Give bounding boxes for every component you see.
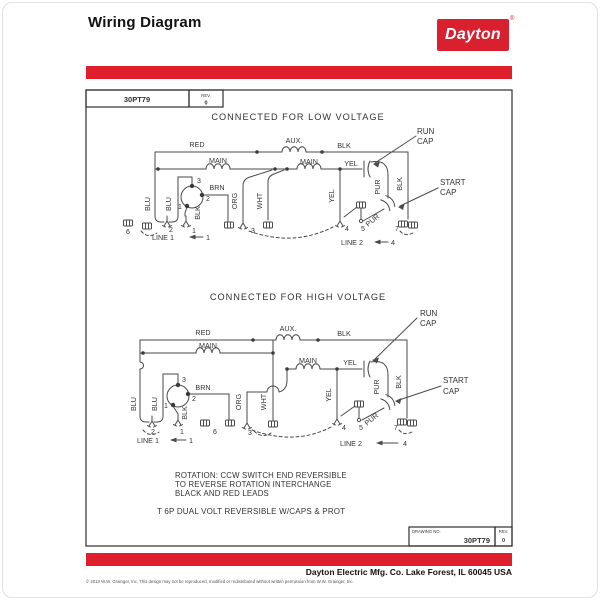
- terminal-1-label: 1: [180, 429, 184, 436]
- wire-label-yel: YEL: [344, 159, 358, 168]
- protector-plug-icon: [357, 202, 366, 208]
- rotation-note: [175, 471, 347, 498]
- wire-label-red: RED: [189, 140, 205, 149]
- terminal-2-label: 2: [151, 429, 155, 436]
- wire-label-main: MAIN: [209, 156, 227, 165]
- wire-label-pur: PUR: [373, 179, 382, 195]
- bottom-red-bar: [86, 553, 512, 566]
- wire-label-aux: AUX.: [285, 136, 303, 145]
- terminal-7-plug-icon: [399, 221, 408, 227]
- wire-label-pur: PUR: [362, 410, 381, 428]
- wire-label-main: MAIN: [299, 356, 317, 365]
- wire-label-blk: BLK: [337, 329, 351, 338]
- svg-text:1: 1: [206, 233, 210, 242]
- rev-value: 0: [204, 100, 208, 107]
- protector-plug-icon: [355, 401, 364, 407]
- wire-label-wht: WHT: [259, 393, 268, 411]
- terminal-4-lead-icon: [332, 414, 341, 425]
- centrifugal-switch-icon: [181, 184, 204, 208]
- wire-label-blk: BLK: [193, 206, 202, 220]
- terminal-6-plug-icon: [201, 420, 210, 426]
- svg-text:LINE 2: LINE 2: [340, 439, 362, 448]
- run-cap-callout: RUN: [417, 127, 435, 136]
- wire-label-aux: AUX.: [279, 324, 297, 333]
- wire-label-wht: WHT: [255, 192, 264, 210]
- svg-text:LINE 1: LINE 1: [137, 436, 159, 445]
- spare-plug-icon: [409, 222, 418, 228]
- terminal-2-label: 2: [169, 227, 173, 234]
- wire-label-brn: BRN: [195, 383, 211, 392]
- wire-label-main: MAIN: [199, 341, 217, 350]
- terminal-5-pin-icon: [359, 219, 362, 222]
- part-number: 30PT79: [123, 95, 151, 104]
- wire-label-red: RED: [195, 328, 211, 337]
- start-capacitor-symbol: [381, 393, 397, 409]
- switch-point-2: 2: [192, 396, 196, 403]
- start-capacitor-symbol: [381, 194, 397, 210]
- drawing-no-value: 30PT79: [463, 536, 490, 545]
- run-cap-callout: RUN: [420, 309, 438, 318]
- wire-label-blu: BLU: [129, 397, 138, 411]
- terminal-3-lead-icon: [242, 418, 251, 429]
- terminal-3-lead-icon: [238, 218, 247, 229]
- dashed-jumper: [399, 430, 412, 434]
- svg-text:4: 4: [391, 238, 395, 247]
- line1-tag: [137, 436, 193, 445]
- wire-label-blk: BLK: [337, 141, 351, 150]
- aux-winding-coil: [282, 147, 306, 152]
- terminal-3-label: 3: [248, 430, 252, 437]
- terminal-7-plug-icon: [398, 419, 407, 425]
- title-block: [86, 90, 223, 107]
- terminal-3-label: 3: [251, 228, 255, 235]
- run-capacitor-symbol: [364, 361, 370, 377]
- switch-point-2: 2: [206, 196, 210, 203]
- low-voltage-diagram: [124, 112, 466, 247]
- svg-text:BLACK AND RED LEADS: BLACK AND RED LEADS: [175, 489, 269, 498]
- terminal-4-lead-icon: [335, 216, 344, 227]
- terminal-7-label: 7: [395, 226, 399, 233]
- registered-trademark-icon: ®: [510, 16, 515, 22]
- dashed-jumper: [249, 227, 333, 238]
- copyright-line: © 2013 W.W. Grainger, Inc. This design may not be reproduced, modified or redistributed without written permission from W.W. Grainger, Inc.: [86, 579, 354, 584]
- terminal-1-lead-icon: [181, 216, 190, 227]
- terminal-5-label: 5: [361, 226, 365, 233]
- wire-label-brn: BRN: [209, 183, 225, 192]
- wire-label-org: ORG: [234, 393, 243, 411]
- rev-value: 0: [501, 538, 506, 544]
- start-cap-callout: CAP: [443, 387, 460, 396]
- terminal-5-label: 5: [359, 425, 363, 432]
- wire-label-yel: YEL: [324, 388, 333, 402]
- terminal-5-pin-icon: [357, 418, 360, 421]
- low-voltage-title: CONNECTED FOR LOW VOLTAGE: [211, 112, 385, 122]
- terminal-4-label: 4: [342, 425, 346, 432]
- switch-point-3: 3: [182, 377, 186, 384]
- wire-label-blk: BLK: [394, 375, 403, 389]
- dashed-jumper: [400, 231, 413, 235]
- start-cap-callout: START: [443, 376, 469, 385]
- wire-label-org: ORG: [230, 192, 239, 210]
- high-voltage-diagram: [129, 292, 469, 448]
- terminal-6-label: 6: [126, 229, 130, 236]
- run-cap-callout: CAP: [417, 137, 434, 146]
- svg-text:4: 4: [403, 439, 407, 448]
- start-cap-callout: START: [440, 178, 466, 187]
- switch-point-1: 1: [178, 204, 182, 211]
- switch-point-3: 3: [197, 178, 201, 185]
- wire-label-blk: BLK: [180, 406, 189, 420]
- brown-lead-plug-icon: [226, 420, 235, 426]
- line2-tag: [340, 439, 407, 448]
- svg-text:1: 1: [189, 436, 193, 445]
- rev-label: REV.: [201, 93, 211, 98]
- run-cap-callout: CAP: [420, 319, 437, 328]
- terminal-6-label: 6: [213, 429, 217, 436]
- terminal-6-plug-icon: [124, 220, 133, 226]
- svg-text:LINE 1: LINE 1: [152, 233, 174, 242]
- company-address: Dayton Electric Mfg. Co. Lake Forest, IL 60045 USA: [305, 567, 512, 577]
- start-cap-callout: CAP: [440, 188, 457, 197]
- switch-point-1: 1: [164, 403, 168, 410]
- page-title: Wiring Diagram: [88, 14, 202, 31]
- run-capacitor-symbol: [364, 161, 370, 177]
- wire-label-pur: PUR: [372, 379, 381, 395]
- terminal-1-label: 1: [192, 228, 196, 235]
- drawing-number-block: [409, 527, 512, 546]
- white-lead-plug-icon: [269, 421, 278, 427]
- wire-label-blu: BLU: [164, 197, 173, 211]
- spare-plug-icon: [408, 420, 417, 426]
- svg-text:TO REVERSE ROTATION INTERCHANG: TO REVERSE ROTATION INTERCHANGE: [175, 480, 332, 489]
- wire-label-blk: BLK: [395, 177, 404, 191]
- white-lead-plug-icon: [264, 222, 273, 228]
- spare-plug-icon: [143, 223, 152, 229]
- start-cap-arrowhead: [395, 398, 402, 404]
- svg-text:ROTATION: CCW SWITCH END REVE: ROTATION: CCW SWITCH END REVERSIBLE: [175, 471, 347, 480]
- aux-winding-coil: [276, 335, 300, 340]
- svg-text:LINE 2: LINE 2: [341, 238, 363, 247]
- wire-label-main: MAIN: [300, 157, 318, 166]
- wire-label-yel: YEL: [343, 358, 357, 367]
- dayton-logo-text: Dayton: [444, 26, 502, 43]
- wire-label-blu: BLU: [150, 397, 159, 411]
- brown-lead-plug-icon: [225, 222, 234, 228]
- wire-label-pur: PUR: [363, 211, 382, 229]
- terminal-7-label: 7: [394, 425, 398, 432]
- centrifugal-switch-icon: [167, 383, 190, 407]
- high-voltage-title: CONNECTED FOR HIGH VOLTAGE: [209, 292, 387, 302]
- terminal-4-label: 4: [345, 226, 349, 233]
- wire-label-yel: YEL: [327, 189, 336, 203]
- drawing-no-label: DRAWING NO.: [412, 529, 441, 534]
- model-description: T 6P DUAL VOLT REVERSIBLE W/CAPS & PROT: [157, 507, 346, 516]
- line1-tag: [152, 233, 210, 242]
- rev-label: REV.: [498, 529, 509, 534]
- wire-label-blu: BLU: [143, 197, 152, 211]
- line2-tag: [341, 238, 395, 247]
